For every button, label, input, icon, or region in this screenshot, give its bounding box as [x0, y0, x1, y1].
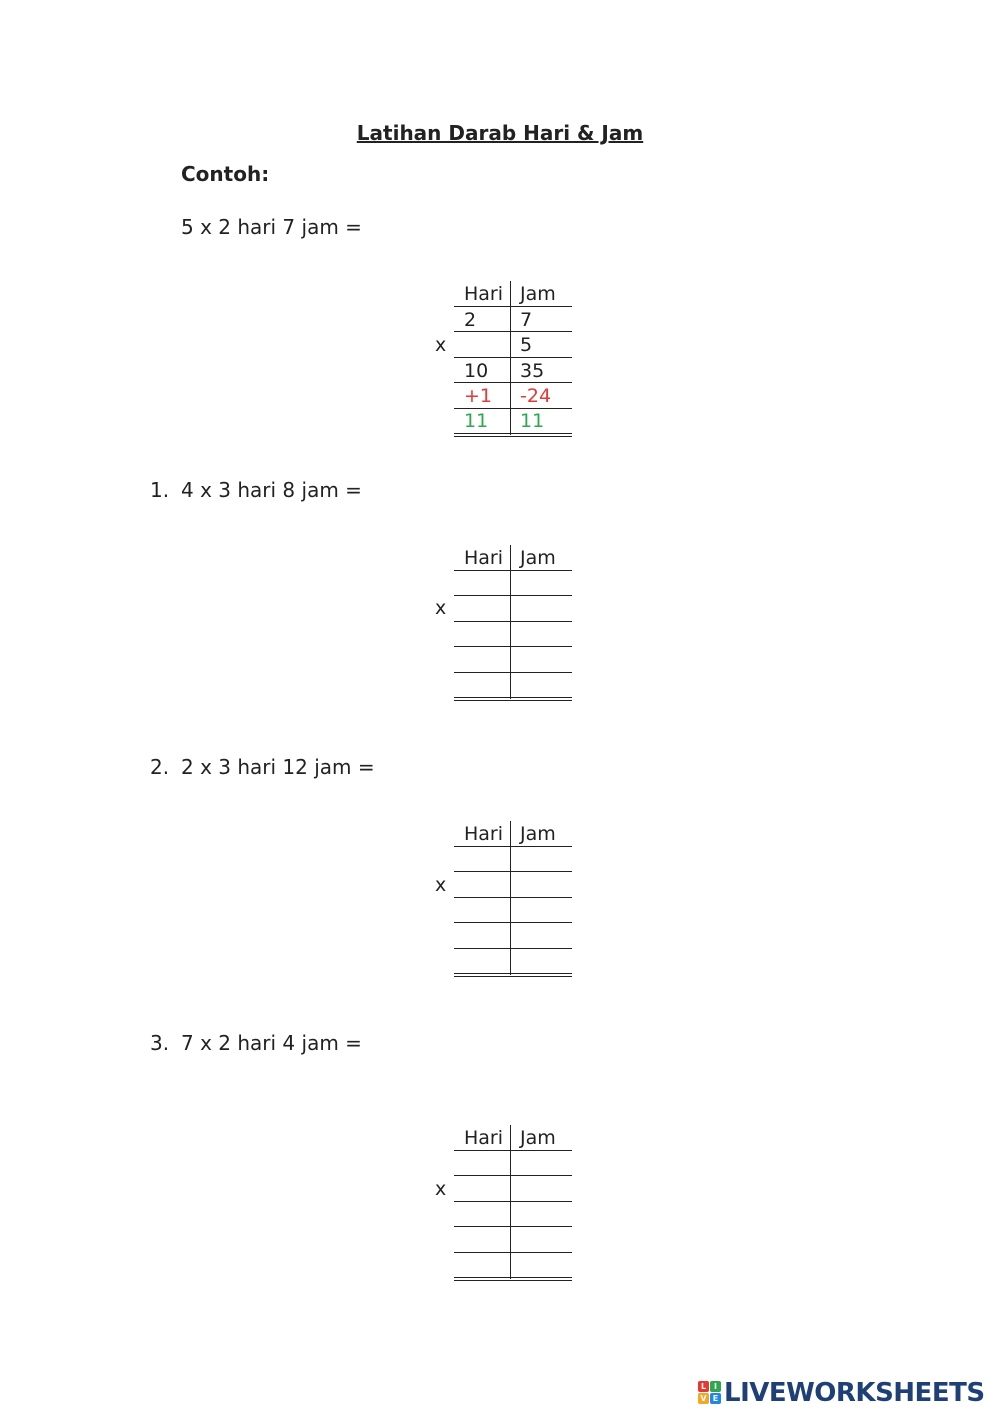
example-question: 5 x 2 hari 7 jam =: [181, 215, 362, 239]
logo-letter-e: E: [710, 1393, 721, 1404]
example-row5-hari: 11: [464, 410, 489, 432]
question-1-multiply-sign: x: [435, 597, 447, 619]
logo-letter-l: L: [698, 1381, 709, 1392]
question-1-number: 1.: [150, 478, 170, 502]
logo-letter-v: V: [698, 1393, 709, 1404]
question-1-text: 4 x 3 hari 8 jam =: [181, 478, 362, 502]
example-row1-jam: 7: [520, 309, 533, 331]
example-row4-jam: -24: [520, 385, 552, 407]
col-header-jam: Jam: [520, 823, 556, 845]
question-3-multiply-sign: x: [435, 1178, 447, 1200]
question-3-table: [454, 1125, 574, 1285]
col-header-jam: Jam: [520, 547, 556, 569]
question-1-table: [454, 545, 574, 705]
example-row5-jam: 11: [520, 410, 545, 432]
example-table: [454, 281, 574, 441]
example-heading: Contoh:: [181, 162, 270, 186]
col-header-hari: Hari: [464, 1127, 504, 1149]
liveworksheets-logo: [698, 1378, 985, 1408]
liveworksheets-logo-icon: [698, 1381, 722, 1405]
question-2-table: [454, 821, 574, 981]
col-header-jam: Jam: [520, 283, 556, 305]
example-row2-jam: 5: [520, 334, 533, 356]
logo-letter-i: I: [710, 1381, 721, 1392]
question-3-text: 7 x 2 hari 4 jam =: [181, 1031, 362, 1055]
col-header-hari: Hari: [464, 283, 504, 305]
col-header-hari: Hari: [464, 823, 504, 845]
page-title: Latihan Darab Hari & Jam: [356, 121, 644, 145]
liveworksheets-brand-text: LIVEWORKSHEETS: [724, 1378, 985, 1408]
example-multiply-sign: x: [435, 334, 447, 356]
question-2-number: 2.: [150, 755, 170, 779]
example-row1-hari: 2: [464, 309, 477, 331]
col-header-jam: Jam: [520, 1127, 556, 1149]
question-2-text: 2 x 3 hari 12 jam =: [181, 755, 375, 779]
example-row3-hari: 10: [464, 360, 489, 382]
question-3-number: 3.: [150, 1031, 170, 1055]
example-row3-jam: 35: [520, 360, 545, 382]
question-2-multiply-sign: x: [435, 874, 447, 896]
col-header-hari: Hari: [464, 547, 504, 569]
example-row4-hari: +1: [464, 385, 493, 407]
